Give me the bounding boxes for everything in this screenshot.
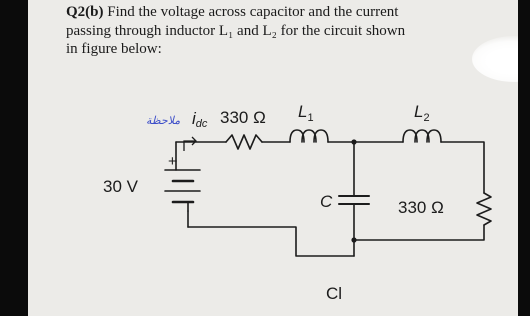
- handwritten-note: ملاحظة: [146, 115, 181, 127]
- inductor-l1-label: $L_1$: [298, 102, 314, 124]
- question-line-3: in figure below:: [66, 41, 162, 57]
- resistor-series-value: 330 Ω: [220, 108, 266, 127]
- resistor-shunt-value: 330 Ω: [398, 198, 444, 217]
- inductor-l2: [403, 130, 441, 142]
- source-voltage-label: 30 V: [103, 177, 138, 196]
- current-arrow-icon: [184, 137, 196, 151]
- figure-caption: Cl: [326, 284, 343, 303]
- inductor-l2-label: $L_2$: [414, 102, 430, 124]
- current-symbol: idc: [192, 109, 208, 130]
- resistor-330-series: [226, 135, 262, 149]
- wire-bottom: [188, 227, 354, 256]
- capacitor-label: C: [320, 192, 333, 211]
- question-line-2: passing through inductor L₁ and L₂ for the circuit shown: [66, 22, 406, 39]
- resistor-330-shunt: [477, 193, 491, 225]
- inductor-l1: [290, 130, 328, 142]
- battery-plus-sign: +: [168, 153, 177, 170]
- wire-top-right: [441, 142, 484, 193]
- node-dot-top: [351, 139, 356, 144]
- node-dot-bottom: [351, 237, 356, 242]
- question-line-1: Find the voltage across capacitor and the current: [107, 4, 399, 20]
- wire-right-bottom: [354, 225, 484, 240]
- question-label: Q2(b): [66, 4, 104, 20]
